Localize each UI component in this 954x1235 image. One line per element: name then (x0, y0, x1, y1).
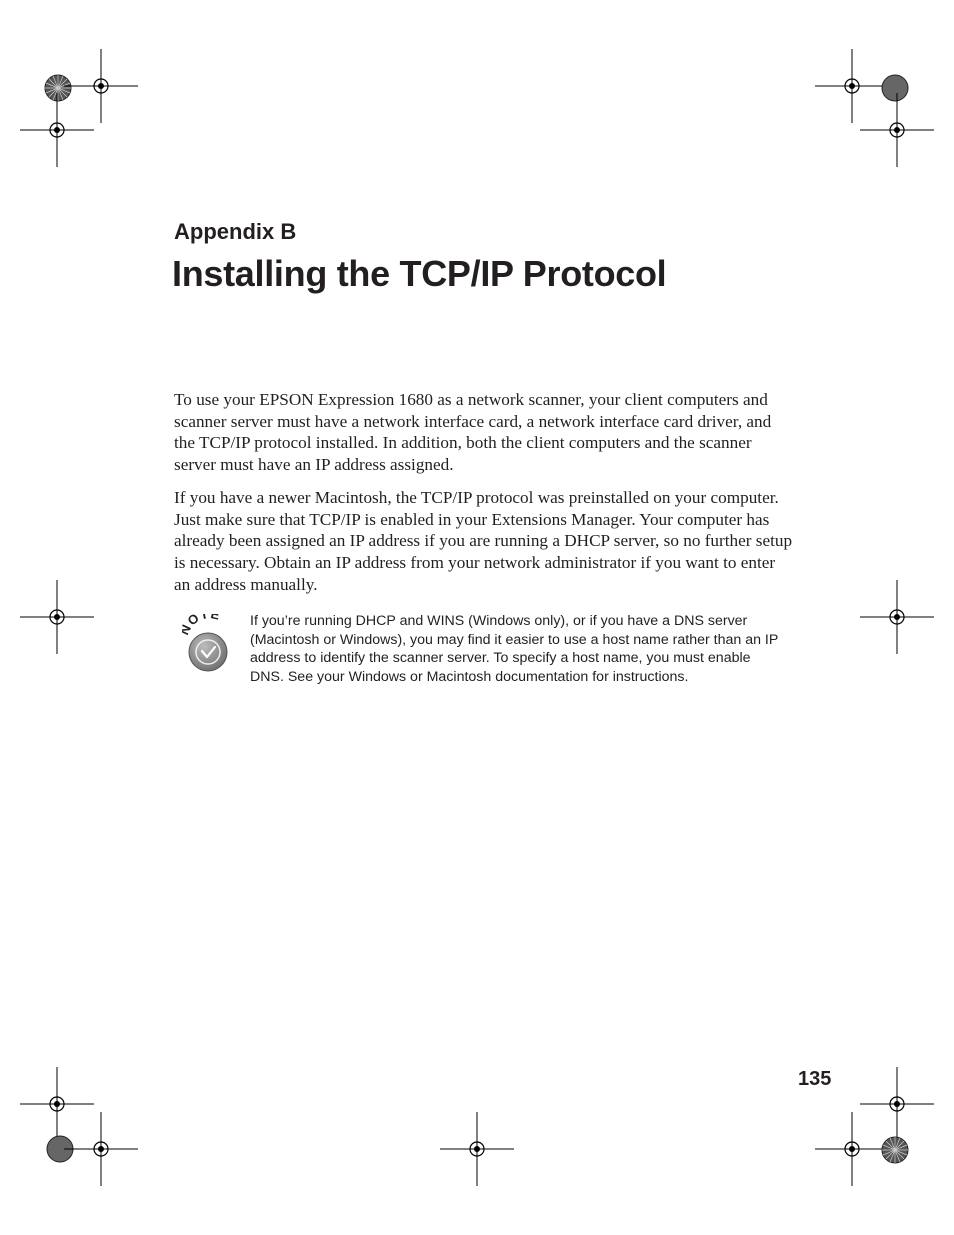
body-paragraph-1: To use your EPSON Expression 1680 as a network scanner, your client computers and scanner server must have a network interface card, a network interface card driver, and the TCP/IP protocol installed. In addition, both the client computers and the scanner server must have an IP address assigned. (174, 390, 772, 475)
page-title: Installing the TCP/IP Protocol (172, 253, 667, 294)
note-checkmark-icon (182, 614, 234, 674)
appendix-label: Appendix B (174, 219, 297, 244)
body-paragraph-2: If you have a newer Macintosh, the TCP/IP protocol was preinstalled on your computer. Just make sure that TCP/IP is enabled in your Extensions Manager. Your computer has already been assigned an IP address if you are running a DHCP server, so no further setup is necessary. Obtain an IP address from your network administrator if you want to enter an address manually. (174, 488, 793, 594)
note-icon-label: OTE (184, 614, 223, 629)
page-number: 135 (798, 1068, 832, 1090)
note-text: If you’re running DHCP and WINS (Windows only), or if you have a DNS server (Macintosh or Windows), you may find it easier to use a host name rather than an IP address to identify the scanner server. To specify a host name, you must enable DNS. See your Windows or Macintosh documentation for instructions. (250, 613, 779, 685)
